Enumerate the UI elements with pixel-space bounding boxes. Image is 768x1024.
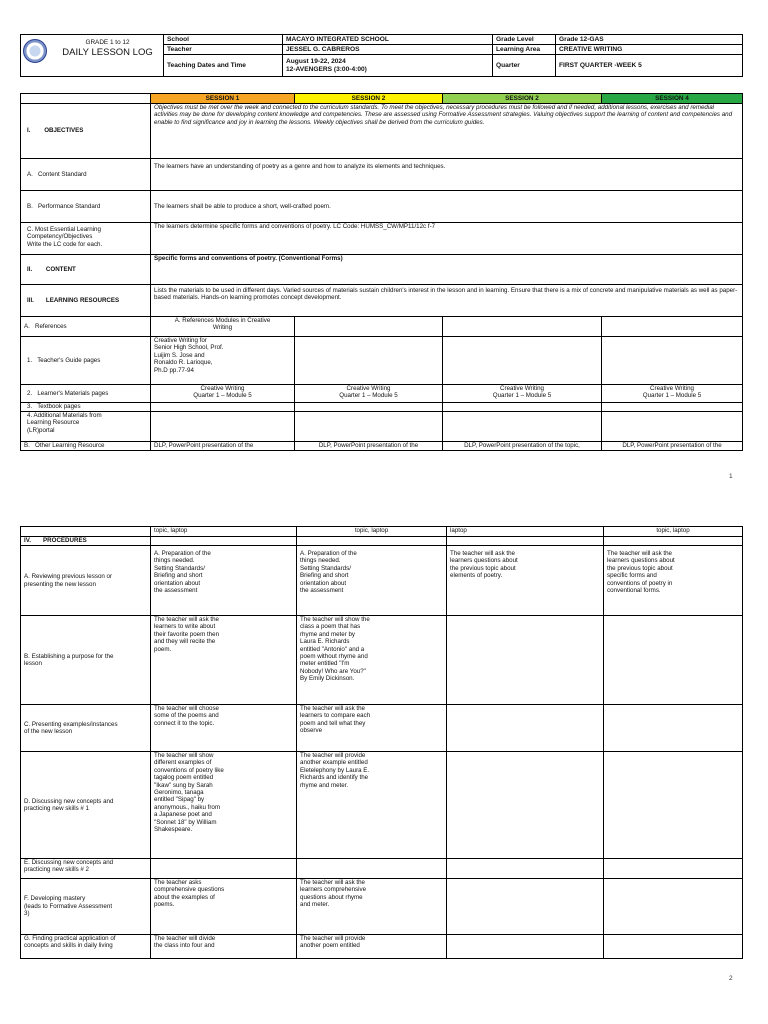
procedure-d-session-1: The teacher will show different examples of conventions of poetry like tagalog poem entitled "Ikaw" sung by Sarah Geronimo, tanaga entitled "Sipag" by anonymous., haiku from a Japanese poet and "Sonnet 18" by William Shakespeare. — [151, 752, 297, 859]
content-text: Specific forms and conventions of poetry. (Conventional Forms) — [151, 255, 743, 285]
learners-materials-session-1: Creative Writing Quarter 1 – Module 5 — [151, 385, 295, 403]
dates-label: Teaching Dates and Time — [164, 55, 283, 77]
procedure-d-session-4 — [604, 752, 743, 859]
melc-text: The learners determine specific forms and conventions of poetry. LC Code: HUMSS_CW/MP11/12c f-7 — [151, 223, 743, 255]
procedure-c-session-4 — [604, 705, 743, 752]
content-standard-text: The learners have an understanding of poetry as a genre and how to analyze its elements and techniques. — [151, 159, 743, 191]
procedure-row-f — [21, 879, 743, 935]
textbook-label: 3. Textbook pages — [21, 403, 151, 412]
procedure-d-session-2: The teacher will provide another example entitled Eletelephony by Laura E. Richards and identify the rhyme and meter. — [297, 752, 447, 859]
references-label: A. References — [21, 317, 151, 337]
teachers-guide-session-1: Creative Writing for Senior High School, Prof. Luijim S. Jose and Ronaldo R. Larioque, Ph.D pp.77-94 — [151, 337, 295, 385]
resources-text: Lists the materials to be used in different days. Varied sources of materials sustain children's interest in the lesson and in learning. Ensure that there is a mix of concrete and manipulative materials as well as paper-based materials. Hands-on learning promotes concept development. — [151, 285, 743, 317]
procedure-f-label: F. Developing mastery (leads to Formative Assessment 3) — [21, 879, 151, 935]
log-title: DAILY LESSON LOG — [62, 47, 153, 58]
continued-session-3: laptop — [447, 527, 604, 537]
continued-session-2: topic, laptop — [297, 527, 447, 537]
learning-area-value: CREATIVE WRITING — [556, 45, 743, 55]
resources-label: III. LEARNING RESOURCES — [21, 285, 151, 317]
procedures-label: IV. PROCEDURES — [21, 537, 151, 546]
procedure-c-label: C. Presenting examples/instances of the new lesson — [21, 705, 151, 752]
procedure-d-session-3 — [447, 752, 604, 859]
procedure-b-label: B. Establishing a purpose for the lesson — [21, 616, 151, 705]
procedure-row-g — [21, 935, 743, 959]
session-header-blank — [21, 94, 151, 104]
objectives-text: Objectives must be met over the week and connected to the curriculum standards. To meet the objectives, necessary procedures must be followed and if needed, additional lessons, exercises and remedial activities may be done for developing content knowledge and competencies. These are assessed using Formative Assessment strategies. Valuing objectives support the learning of content and competencies and enable to find significance and joy in learning the lessons. Weekly objectives shall be derived from the curriculum guides. — [151, 104, 743, 159]
melc-label: C. Most Essential Learning Competency/Objectives Write the LC code for each. — [21, 223, 151, 255]
page-number-1: 1 — [729, 473, 733, 480]
session-4-header: SESSION 4 — [602, 94, 743, 104]
procedure-b-session-3 — [447, 616, 604, 705]
procedure-b-session-1: The teacher will ask the learners to write about their favorite poem then and they will recite the poem. — [151, 616, 297, 705]
procedure-e-session-1 — [151, 859, 297, 879]
performance-standard-text: The learners shall be able to produce a short, well-crafted poem. — [151, 191, 743, 223]
learners-materials-label: 2. Learner's Materials pages — [21, 385, 151, 403]
quarter-value: FIRST QUARTER -WEEK 5 — [556, 55, 743, 77]
procedure-row-c — [21, 705, 743, 752]
procedure-row-b — [21, 616, 743, 705]
session-3-header: SESSION 2 — [443, 94, 602, 104]
school-label: School — [164, 35, 283, 45]
teacher-label: Teacher — [164, 45, 283, 55]
procedure-row-d — [21, 752, 743, 859]
procedure-b-session-4 — [604, 616, 743, 705]
procedure-row-a — [21, 546, 743, 616]
procedure-e-session-3 — [447, 859, 604, 879]
teacher-value: JESSEL G. CABREROS — [283, 45, 493, 55]
content-label: II. CONTENT — [21, 255, 151, 285]
procedure-a-session-3: The teacher will ask the learners questions about the previous topic about elements of poetry. — [447, 546, 604, 616]
learners-materials-session-3: Creative Writing Quarter 1 – Module 5 — [443, 385, 602, 403]
lesson-log-table-page2 — [20, 526, 743, 959]
procedure-b-session-2: The teacher will show the class a poem that has rhyme and meter by Laura E. Richards entitled "Antonio" and a poem without rhyme and meter entitled "I'm Nobody! Who are You?" By Emily Dickinson. — [297, 616, 447, 705]
procedure-d-label: D. Discussing new concepts and practicing new skills # 1 — [21, 752, 151, 859]
teachers-guide-label: 1. Teacher's Guide pages — [21, 337, 151, 385]
other-resources-label: B. Other Learning Resource — [21, 442, 151, 451]
other-resources-session-3: DLP, PowerPoint presentation of the topic, — [443, 442, 602, 451]
procedure-f-session-2: The teacher will ask the learners comprehensive questions about rhyme and meter. — [297, 879, 447, 935]
procedure-g-label: G. Finding practical application of concepts and skills in daily living — [21, 935, 151, 959]
log-title-cell — [21, 35, 164, 77]
procedure-a-session-4: The teacher will ask the learners questions about the previous topic about specific forms and conventions of poetry in conventional forms. — [604, 546, 743, 616]
procedure-e-label: E. Discussing new concepts and practicing new skills # 2 — [21, 859, 151, 879]
procedure-row-e — [21, 859, 743, 879]
school-value: MACAYO INTEGRATED SCHOOL — [283, 35, 493, 45]
other-resources-session-2: DLP, PowerPoint presentation of the — [295, 442, 443, 451]
page-number-2: 2 — [729, 975, 733, 982]
other-resources-session-1: DLP, PowerPoint presentation of the — [151, 442, 295, 451]
procedure-g-session-3 — [447, 935, 604, 959]
procedure-f-session-4 — [604, 879, 743, 935]
procedure-c-session-3 — [447, 705, 604, 752]
other-resources-session-4: DLP, PowerPoint presentation of the — [602, 442, 743, 451]
grade-level-value: Grade 12-GAS — [556, 35, 743, 45]
procedure-e-session-4 — [604, 859, 743, 879]
learning-area-label: Learning Area — [493, 45, 556, 55]
continued-session-1: topic, laptop — [151, 527, 297, 537]
additional-materials-label: 4. Additional Materials from Learning Resource (LR)portal — [21, 412, 151, 442]
procedure-c-session-1: The teacher will choose some of the poems and connect it to the topic. — [151, 705, 297, 752]
session-2-header: SESSION 2 — [295, 94, 443, 104]
learners-materials-session-2: Creative Writing Quarter 1 – Module 5 — [295, 385, 443, 403]
procedure-g-session-4 — [604, 935, 743, 959]
procedure-e-session-2 — [297, 859, 447, 879]
header-table — [20, 34, 743, 77]
procedure-g-session-1: The teacher will divide the class into four and — [151, 935, 297, 959]
procedure-f-session-3 — [447, 879, 604, 935]
session-1-header: SESSION 1 — [151, 94, 295, 104]
performance-standard-label: B. Performance Standard — [21, 191, 151, 223]
procedure-c-session-2: The teacher will ask the learners to compare each poem and tell what they observe — [297, 705, 447, 752]
procedure-g-session-2: The teacher will provide another poem entitled — [297, 935, 447, 959]
grade-level-label: Grade Level — [493, 35, 556, 45]
dates-value: August 19-22, 2024 12-AVENGERS (3:00-4:00) — [283, 55, 493, 77]
procedure-f-session-1: The teacher asks comprehensive questions about the examples of poems. — [151, 879, 297, 935]
continued-session-4: topic, laptop — [604, 527, 743, 537]
objectives-label: I. OBJECTIVES — [21, 104, 151, 159]
content-standard-label: A. Content Standard — [21, 159, 151, 191]
quarter-label: Quarter — [493, 55, 556, 77]
procedure-a-session-1: A. Preparation of the things needed. Setting Standards/ Briefing and short orientation about the assessment — [151, 546, 297, 616]
procedure-a-session-2: A. Preparation of the things needed. Setting Standards/ Briefing and short orientation about the assessment — [297, 546, 447, 616]
procedure-a-label: A. Reviewing previous lesson or presenting the new lesson — [21, 546, 151, 616]
grade-range: GRADE 1 to 12 — [85, 39, 130, 46]
lesson-log-table-page1 — [20, 93, 743, 451]
references-session-1: A. References Modules in Creative Writing — [151, 317, 295, 337]
learners-materials-session-4: Creative Writing Quarter 1 – Module 5 — [602, 385, 743, 403]
